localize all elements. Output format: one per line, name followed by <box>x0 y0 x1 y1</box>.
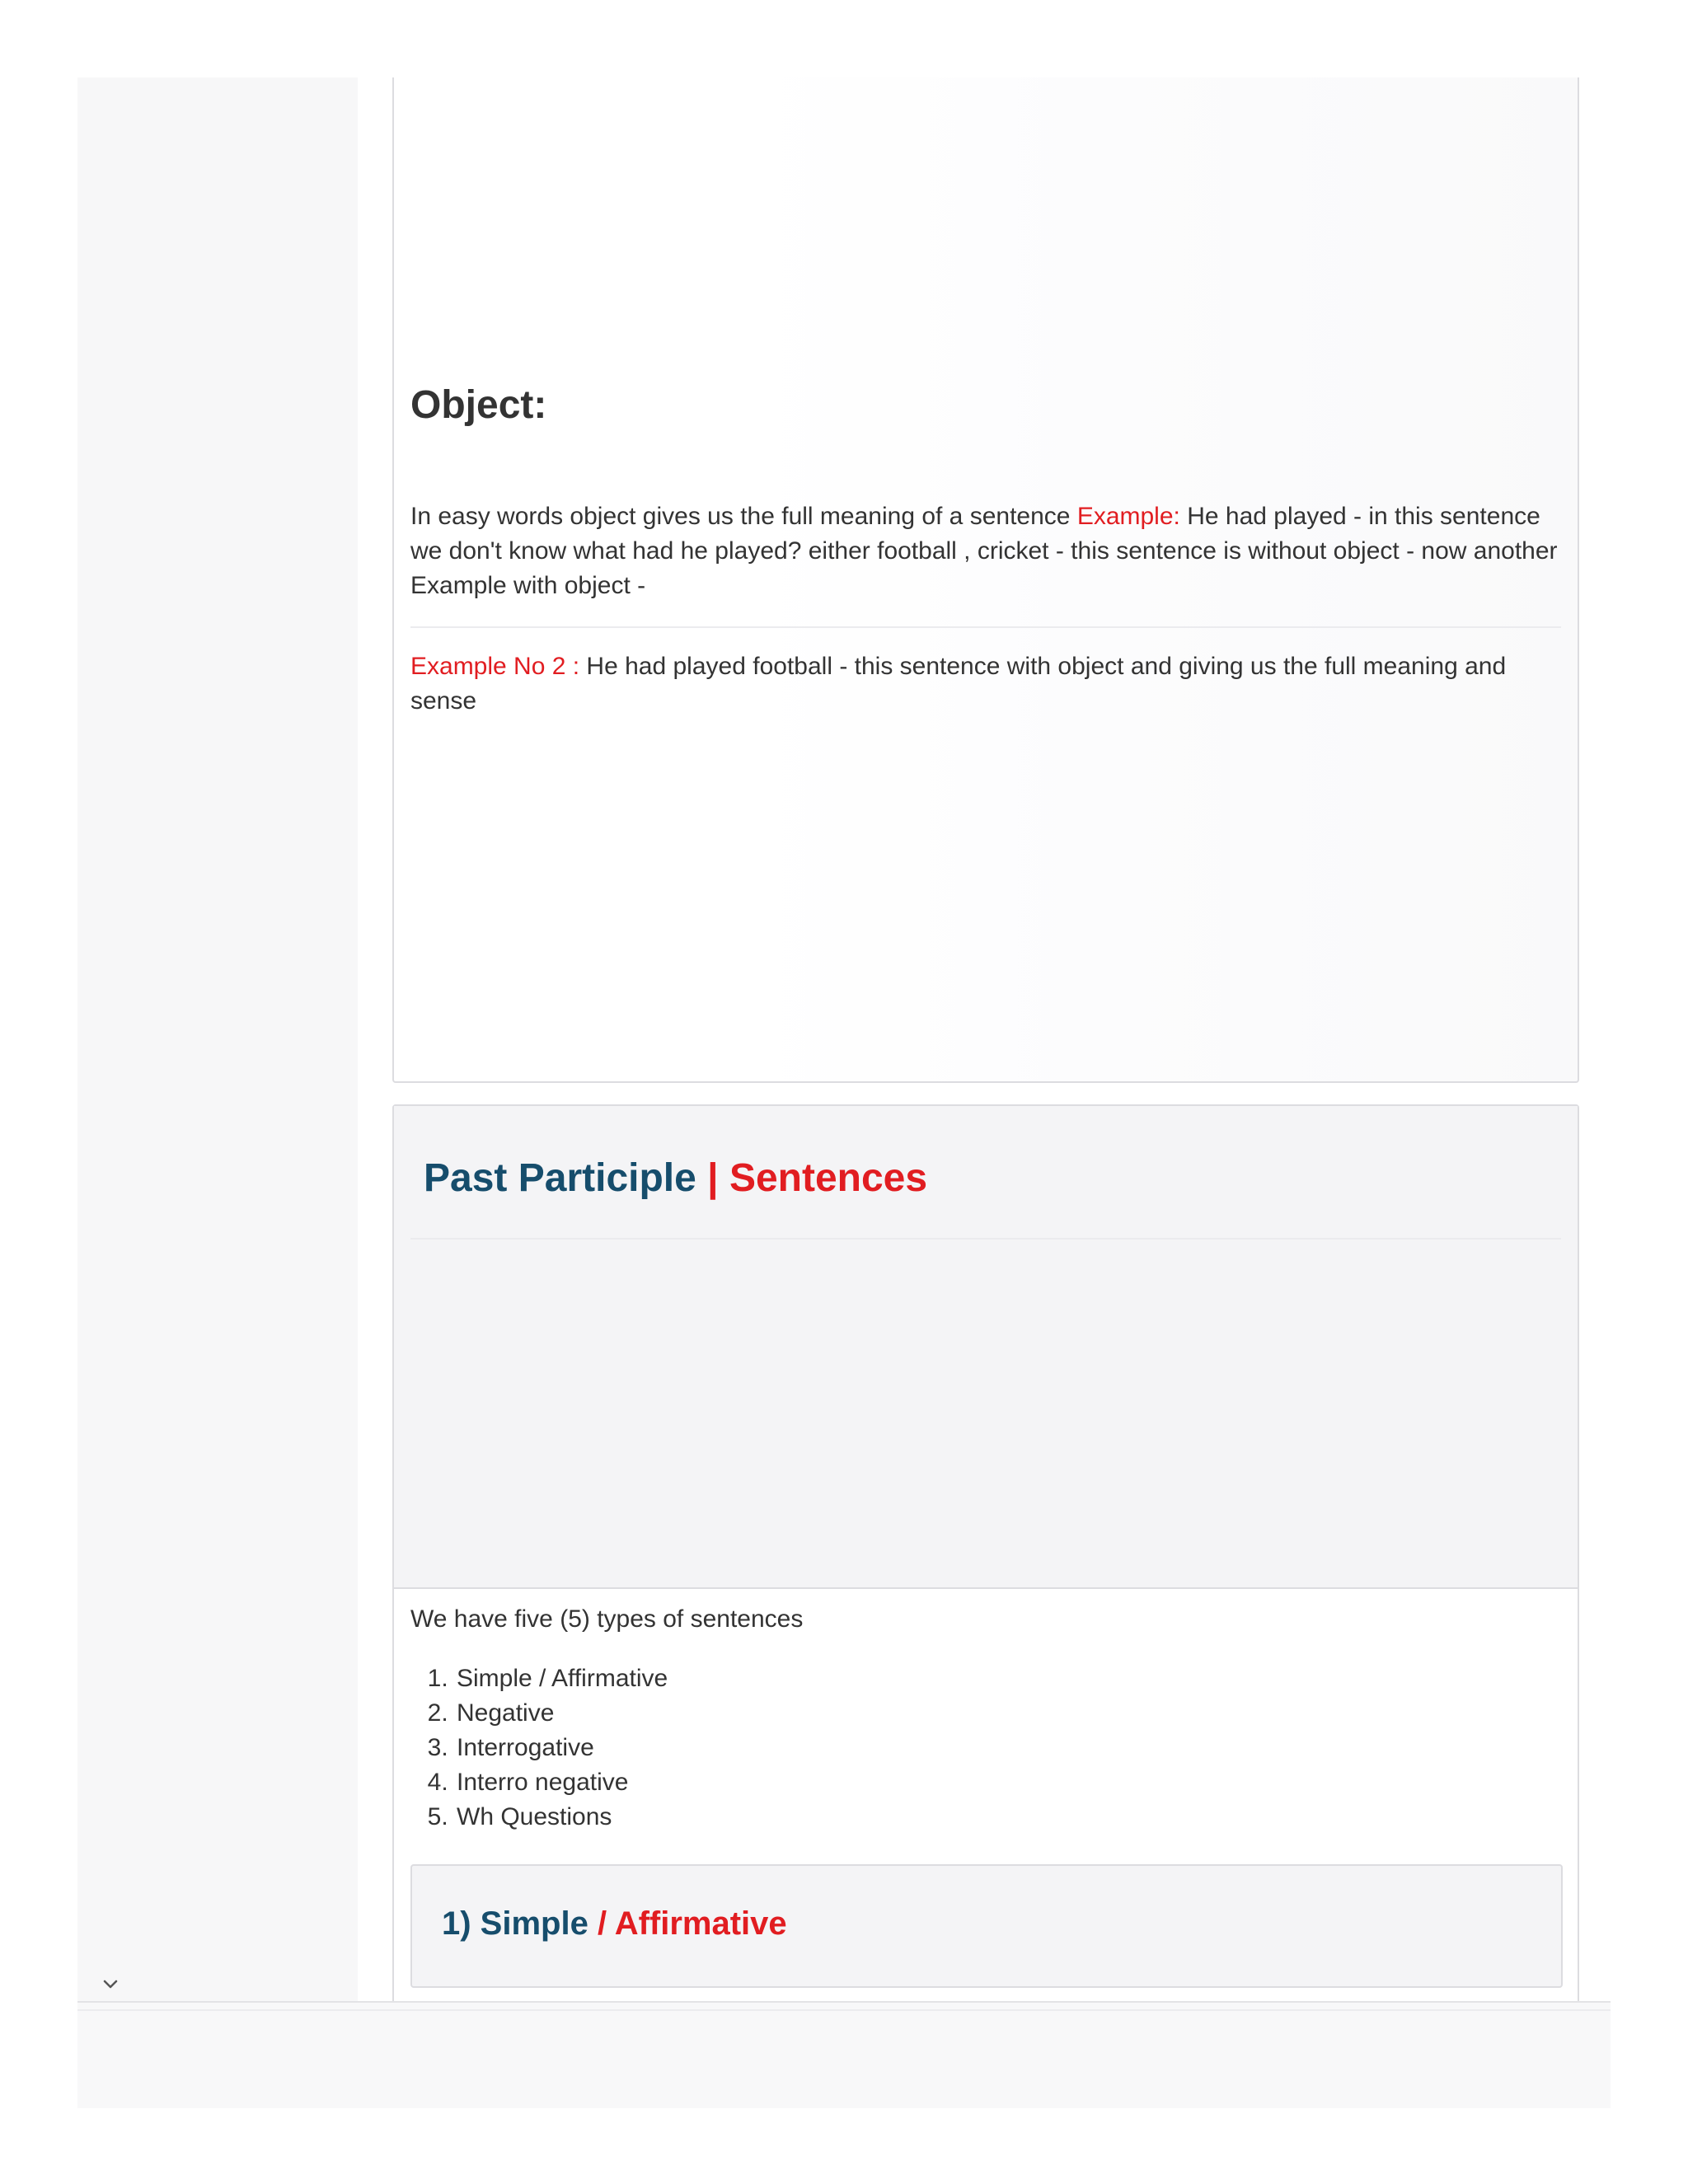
object-paragraph-intro: In easy words object gives us the full meaning of a sentence <box>410 503 1077 530</box>
example-2-label: Example No 2 : <box>410 653 580 680</box>
object-paragraph-rest: He had played - in this sentence we don't know what had he played? either football , cricket - this sentence is without object - now another Example with object - <box>410 503 1558 599</box>
sidebar <box>77 77 359 2001</box>
divider <box>410 1238 1561 1240</box>
sentence-types-list <box>410 1661 668 1835</box>
simple-affirmative-card <box>410 1864 1563 1988</box>
example-2-paragraph <box>410 649 1564 719</box>
sentence-types-intro: We have five (5) types of sentences <box>410 1605 804 1633</box>
object-heading: Object: <box>410 383 547 427</box>
past-participle-header <box>394 1106 1578 1589</box>
simple-affirmative-heading <box>442 1905 787 1943</box>
heading-part-2: Sentences <box>729 1156 928 1200</box>
object-card <box>392 77 1579 1083</box>
list-item: 3. Interrogative <box>455 1731 668 1765</box>
subsection-separator: / <box>588 1905 615 1942</box>
past-participle-heading <box>424 1155 927 1201</box>
main-content <box>358 77 1611 2001</box>
page-frame <box>77 77 1611 2108</box>
object-paragraph <box>410 499 1564 603</box>
example-2-text: He had played football - this sentence with object and giving us the full meaning and sense <box>410 653 1507 715</box>
subsection-part-2: Affirmative <box>614 1905 787 1942</box>
subsection-part-1: 1) Simple <box>442 1905 588 1942</box>
chevron-down-icon[interactable] <box>99 1973 122 1996</box>
heading-separator: | <box>696 1156 729 1200</box>
list-item: 5. Wh Questions <box>455 1800 668 1835</box>
heading-part-1: Past Participle <box>424 1156 696 1200</box>
past-participle-card <box>392 1104 1579 2027</box>
example-label: Example: <box>1076 503 1180 530</box>
divider <box>410 626 1561 628</box>
bottom-bar <box>77 2001 1611 2108</box>
list-item: 1. Simple / Affirmative <box>455 1661 668 1696</box>
list-item: 4. Interro negative <box>455 1765 668 1800</box>
divider <box>77 2009 1611 2011</box>
list-item: 2. Negative <box>455 1696 668 1731</box>
